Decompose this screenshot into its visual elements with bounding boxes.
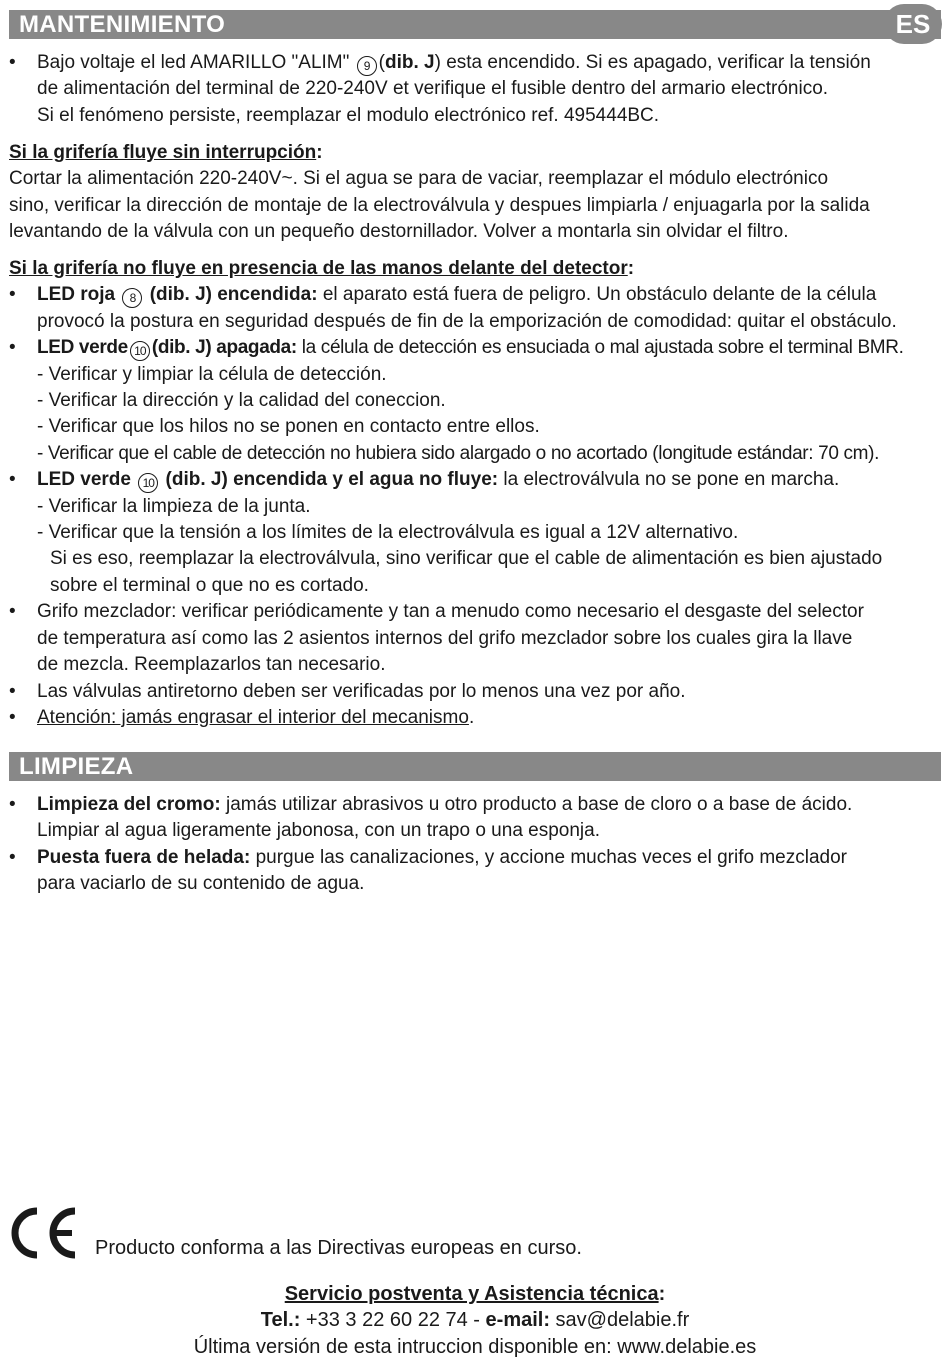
bullet-red-led <box>9 282 941 335</box>
label: LED verde <box>37 337 128 359</box>
text: ( <box>378 52 385 73</box>
email-value: sav@delabie.fr <box>550 1309 690 1331</box>
text: para vaciarlo de su contenido de agua. <box>37 873 365 895</box>
warning-text: Atención: jamás engrasar el interior del mecanismo <box>37 706 469 728</box>
bullet: • <box>9 680 16 702</box>
ce-mark-icon <box>8 1207 78 1259</box>
callout-number: 10 <box>138 473 158 493</box>
text: purgue las canalizaciones, y accione muchas veces el grifo mezclador <box>250 846 847 868</box>
bullet: • <box>9 601 16 623</box>
subheading-colon: : <box>316 142 323 163</box>
text: provocó la postura en seguridad después de fin de la emporización de comodidad: quitar el obstáculo. <box>37 310 897 332</box>
text: . <box>468 706 475 728</box>
check-item: - Verificar la limpieza de la junta. <box>37 495 311 517</box>
text: Grifo mezclador: verificar periódicamente y tan a menudo como necesario el desgaste del selector <box>37 601 864 623</box>
check-item: - Verificar que la tensión a los límites de la electroválvula es igual a 12V alternativo. <box>37 522 739 544</box>
latest-version-line: Última versión de esta intruccion disponible en: www.delabie.es <box>193 1336 757 1358</box>
bullet-valves <box>9 679 941 705</box>
green-off-checks <box>9 362 941 468</box>
text: sino, verificar la dirección de montaje de la electroválvula y despues limpiarla / enjuagarla por la salida <box>9 194 870 216</box>
subheading-text: Si la grifería fluye sin interrupción <box>9 142 317 163</box>
callout-number: 10 <box>130 341 150 361</box>
service-title-colon: : <box>658 1283 666 1305</box>
bullet: • <box>9 337 16 359</box>
callout-number: 9 <box>357 56 377 76</box>
bullet-green-led-on <box>9 467 941 493</box>
text: Las válvulas antiretorno deben ser verificadas por lo menos una vez por año. <box>37 680 686 702</box>
bullet: • <box>9 284 16 306</box>
conformity-statement: Producto conforma a las Directivas europeas en curso. <box>95 1237 582 1259</box>
bullet: • <box>9 469 16 491</box>
bullet: • <box>9 706 16 728</box>
check-item: - Verificar que los hilos no se ponen en contacto entre ellos. <box>37 416 540 438</box>
check-item: - Verificar y limpiar la célula de detección. <box>37 363 387 385</box>
figure-reference: dib. J <box>384 52 435 73</box>
label: LED roja <box>37 284 116 306</box>
maintenance-bullet-yellow-led <box>9 50 941 129</box>
green-on-continuation <box>9 546 941 599</box>
green-on-checks <box>9 494 941 547</box>
text: Limpiar al agua ligeramente jabonosa, con un trapo o una esponja. <box>37 820 600 842</box>
service-title <box>0 1281 950 1307</box>
text: Si es eso, reemplazar la electroválvula, sino verificar que el cable de alimentación es bien ajustado <box>50 548 883 570</box>
bullet: • <box>9 846 16 868</box>
text: Si el fenómeno persiste, reemplazar el modulo electrónico ref. 495444BC. <box>37 104 660 126</box>
email-label: e-mail: <box>485 1309 550 1331</box>
label: Puesta fuera de helada: <box>37 846 251 868</box>
tel-value: +33 3 22 60 22 74 - <box>300 1309 486 1331</box>
check-item: - Verificar que el cable de detección no hubiera sido alargado o no acortado (longitude estándar: 70 cm). <box>37 442 880 464</box>
language-badge: ES <box>884 4 942 44</box>
text: de alimentación del terminal de 220-240V et verifique el fusible dentro del armario electrónico. <box>37 78 829 100</box>
text: jamás utilizar abrasivos u otro producto a base de cloro o a base de ácido. <box>220 794 853 815</box>
check-item: - Verificar la dirección y la calidad del coneccion. <box>37 390 446 412</box>
text: la electroválvula no se pone en marcha. <box>498 469 840 491</box>
bullet: • <box>9 794 16 815</box>
subheading-continuous-flow <box>9 140 941 246</box>
tel-label: Tel.: <box>260 1309 301 1331</box>
text: Cortar la alimentación 220-240V~. Si el agua se para de vaciar, reemplazar el módulo electrónico <box>9 168 829 190</box>
text: levantando de la válvula con un pequeño destornillador. Volver a montarla sin olvidar el filtro. <box>9 221 789 243</box>
contact-line <box>0 1307 950 1333</box>
subheading-colon: : <box>627 258 635 279</box>
service-title-text: Servicio postventa y Asistencia técnica <box>284 1283 659 1305</box>
label: (dib. J) encendida: <box>149 284 318 306</box>
text: de temperatura así como las 2 asientos internos del grifo mezclador sobre los cuales gira la llave <box>37 627 853 649</box>
section-title-maintenance: MANTENIMIENTO <box>9 10 941 39</box>
subheading-no-flow <box>9 256 941 731</box>
text: el aparato está fuera de peligro. Un obstáculo delante de la célula <box>317 284 877 306</box>
bullet-mixer <box>9 599 941 678</box>
text: la célula de detección es ensuciada o mal ajustada sobre el terminal BMR. <box>296 337 904 359</box>
text: sobre el terminal o que no es cortado. <box>50 574 369 596</box>
label: (dib. J) encendida y el agua no fluye: <box>165 469 499 491</box>
cleaning-list <box>9 792 941 898</box>
label: LED verde <box>37 469 131 491</box>
section-title-cleaning: LIMPIEZA <box>9 752 941 781</box>
text: de mezcla. Reemplazarlos tan necesario. <box>37 654 386 676</box>
label: (dib. J) apagada: <box>151 337 297 359</box>
subheading-text: Si la grifería no fluye en presencia de las manos delante del detector <box>9 258 628 279</box>
bullet: • <box>9 52 16 73</box>
label: Limpieza del cromo: <box>37 794 221 815</box>
bullet-chrome <box>9 792 941 845</box>
bullet-warning <box>9 705 941 731</box>
callout-number: 8 <box>122 288 142 308</box>
text: ) esta encendido. Si es apagado, verificar la tensión <box>434 52 871 73</box>
bullet-frost <box>9 845 941 898</box>
text: Bajo voltaje el led AMARILLO "ALIM" <box>37 52 350 73</box>
bullet-green-led-off <box>9 335 941 361</box>
